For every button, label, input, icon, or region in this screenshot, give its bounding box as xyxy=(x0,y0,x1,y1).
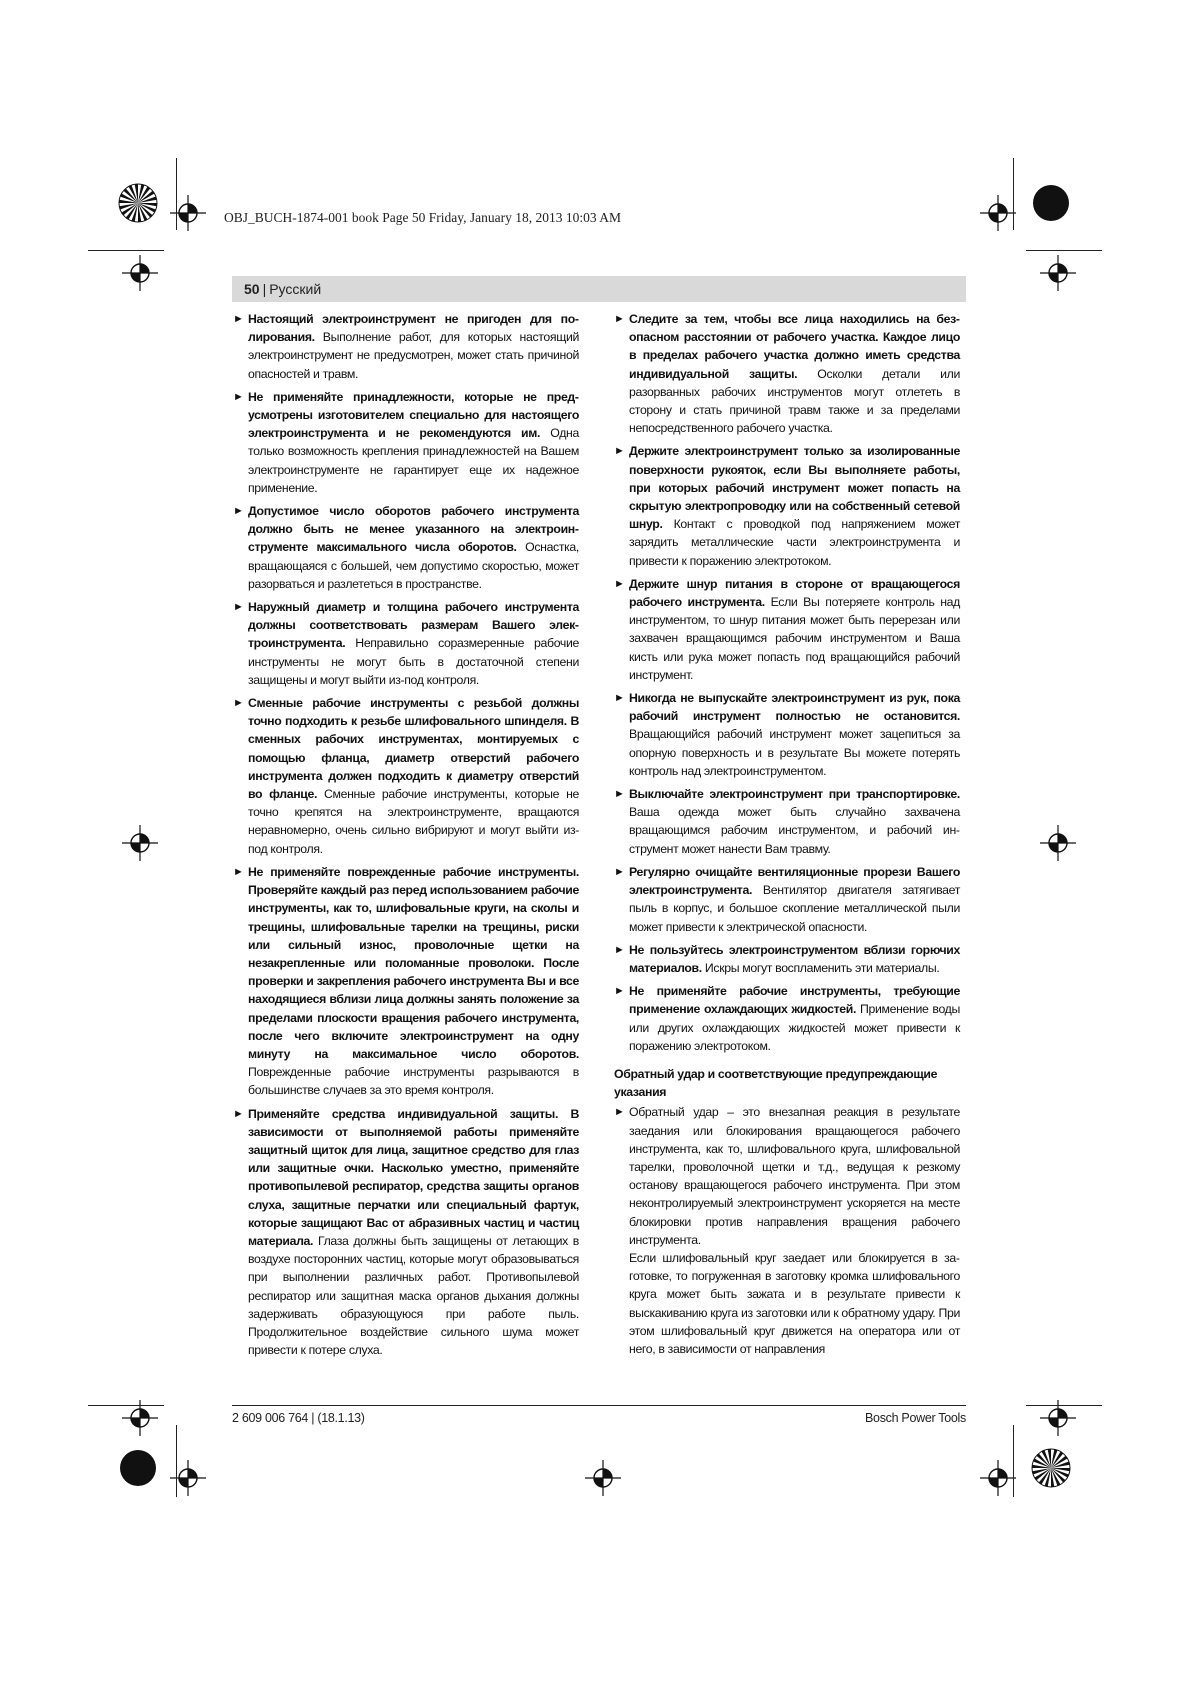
section-heading: Обратный удар и соответствующие предупреждающие указания xyxy=(614,1066,938,1100)
right-column xyxy=(614,310,960,1363)
warning-text: Сменные рабочие инструменты, которые не точно крепятся на электроинструменте, вращаются неравномерно, очень сильно вибрируют и могут выйти из-под контроля. xyxy=(248,787,580,856)
header-separator: | xyxy=(262,281,267,297)
warning-bold: Допустимое число оборотов рабочего инструмента должно быть не менее указанного на электроинструменте максимального числа оборотов. xyxy=(248,504,579,555)
bullet-arrow-icon: ► xyxy=(614,313,625,325)
warning-item xyxy=(614,863,960,936)
warning-item xyxy=(614,785,960,858)
bullet-arrow-icon: ► xyxy=(614,1106,625,1119)
crop-line xyxy=(1026,250,1102,251)
warning-text: Неправильно соразмеренные рабочие инструменты не могут быть в достаточной степени защищены и могут выйти из-под контроля. xyxy=(248,636,579,687)
registration-starburst-bottom-right xyxy=(1031,1448,1071,1488)
warning-bold: Наружный диаметр и толщина рабочего инструмента должны соответствовать размерам Вашего электроинструмента. xyxy=(248,600,579,651)
kickback-continuation xyxy=(614,1249,960,1358)
print-slug-header: OBJ_BUCH-1874-001 book Page 50 Friday, January 18, 2013 10:03 AM xyxy=(224,210,621,225)
warning-text: Глаза должны быть защищены от летающих в воздухе посторонних частиц, которые могут образовываться при выполнении различных работ. Противопылевой респиратор или защитная маска органов дыхания должны задерживать образующуюся при работе пыль. Продолжительное воздействие сильного шума может привести к потере слуха. xyxy=(248,1233,579,1358)
crosshair-mark xyxy=(122,255,158,291)
warning-bold: Не применяйте принадлежности, которые не предусмотрены изготовителем специально для настоящего электроинструмента и не рекомендуются им. xyxy=(248,389,579,441)
bullet-arrow-icon: ► xyxy=(614,692,625,705)
crop-line xyxy=(1013,1425,1014,1497)
bullet-arrow-icon: ► xyxy=(233,865,244,878)
left-column xyxy=(233,310,579,1364)
warning-item xyxy=(233,388,579,497)
footer-brand: Bosch Power Tools xyxy=(865,1411,966,1425)
warning-item xyxy=(614,689,960,780)
warning-text: Если Вы потеряете контроль над инструментом, то шнур питания может быть перерезан или захвачен вращающимся рабочим инструментом и Ваша кисть или рука может попасть под вращающийся рабочий инструмент. xyxy=(629,595,960,682)
warning-item xyxy=(233,694,579,858)
warning-bold: Регулярно очищайте вентиляционные прорези Вашего электроинструмента. xyxy=(629,864,960,898)
warning-item xyxy=(614,941,960,977)
crop-line xyxy=(88,250,164,251)
bullet-arrow-icon: ► xyxy=(614,985,625,998)
bullet-arrow-icon: ► xyxy=(233,390,244,403)
page-number: 50 xyxy=(244,281,260,297)
warning-bold: Применяйте средства индивидуальной защиты. В зависимости от выполняемой работы применяйте защитный щиток для лица, защитное средство для глаз или защитные очки. Насколько уместно, применяйте противопылевой респиратор, средства защиты органов слуха, защитные перчатки или специальный фартук, которые защищают Вас от абразивных частиц и частиц материала. xyxy=(248,1106,579,1248)
crosshair-mark xyxy=(980,195,1016,231)
footer-rule xyxy=(232,1405,966,1406)
kickback-item xyxy=(614,1103,960,1249)
kickback-paragraph-1: Обратный удар – это внезапная реакция в результате заедания или блокирования вращающегося рабочего инструмента, как то, шлифовального круга, шлифовальной тарелки, проволочной щетки и т.д., ведущая к резкому останову вращающегося рабочего инструмента. При этом неконтролируемый электроинструмент ускоряется на месте блокировки против направления вращения рабочего инструмента. xyxy=(629,1105,960,1247)
footer-doc-code: 2 609 006 764 | (18.1.13) xyxy=(232,1411,365,1425)
warning-item xyxy=(614,575,960,684)
registration-solid-dot-bottom-left xyxy=(118,1448,158,1488)
warning-item xyxy=(614,982,960,1055)
warning-text: Одна только возможность крепления принадлежностей на Вашем электроинструменте не гарантирует еще их надежное применение. xyxy=(248,426,579,495)
bullet-arrow-icon: ► xyxy=(233,1107,244,1120)
warning-text: Вращающийся рабочий инструмент может зацепиться за опорную поверхность и в результате Вы можете потерять контроль над электроинструментом. xyxy=(629,727,960,778)
warning-bold: Не применяйте поврежденные рабочие инструменты. Проверяйте каждый раз перед использованием рабочие инструменты, как то, шлифовальные круги, на сколы и трещины, шлифовальные тарелки на трещины, риски или сильный износ, проволочные щетки на незакрепленные или поломанные проволоки. После проверки и закрепления рабочего инструмента Вы и все находящиеся вблизи лица должны занять положение за пределами плоскости вращения рабочего инструмента, после чего включите электроинструмент на одну минуту на максимальное число оборотов. xyxy=(248,864,579,1061)
warning-item xyxy=(233,1105,579,1360)
warning-text: Контакт с проводкой под напряжением может зарядить металлические части электроинструмента и привести к поражению электротоком. xyxy=(629,517,960,568)
bullet-arrow-icon: ► xyxy=(614,943,625,956)
warning-text: Оснастка, вращающаяся с большей, чем допустимо скоростью, может разорваться и разлететься в пространстве. xyxy=(248,540,579,591)
warning-bold: Следите за тем, чтобы все лица находились на безопасном расстоянии от рабочего участка. Каждое лицо в пределах рабочего участка должно иметь средства индивидуальной защиты. xyxy=(629,312,960,381)
crop-line xyxy=(1026,1405,1102,1406)
kickback-paragraph-2: Если шлифовальный круг заедает или блокируется в заготовке, то погруженная в заготовку кромка шлифовального круга может быть зажата и в результате привести к выскакиванию круга из заготовки или к обратному удару. При этом шлифовальный круг движется на оператора или от него, в зависимости от направления xyxy=(629,1250,960,1356)
crop-line xyxy=(176,1425,177,1497)
warning-text: Применение воды или других охлаждающих жидкостей может привести к поражению электротоком. xyxy=(629,1002,960,1053)
crop-line xyxy=(88,1405,164,1406)
warning-item xyxy=(233,502,579,593)
crop-line xyxy=(1013,158,1014,230)
warning-bold: Не пользуйтесь электроинструментом вблизи горючих материалов. xyxy=(629,942,960,975)
warning-item xyxy=(233,310,579,383)
warning-item xyxy=(614,310,960,437)
bullet-arrow-icon: ► xyxy=(233,313,244,325)
warning-bold: Никогда не выпускайте электроинструмент из рук, пока рабочий инструмент полностью не остановится. xyxy=(629,691,960,724)
page-header-bar xyxy=(232,276,966,302)
warning-bold: Держите шнур питания в стороне от вращающегося рабочего инструмента. xyxy=(629,576,960,610)
warning-text: Вентилятор двигателя затягивает пыль в корпус, и большое скопление металлической пыли может привести к электрической опасности. xyxy=(629,883,960,934)
bullet-arrow-icon: ► xyxy=(614,577,625,590)
language-label: Русский xyxy=(269,281,322,297)
bullet-arrow-icon: ► xyxy=(233,505,244,518)
bullet-arrow-icon: ► xyxy=(233,601,244,614)
warning-bold: Держите электроинструмент только за изолированные поверхности рукояток, если Вы выполняете работы, при которых рабочий инструмент может попасть на скрытую электропроводку или на собственный сетевой шнур. xyxy=(629,444,960,532)
registration-starburst-top-left xyxy=(118,183,158,223)
warning-text: Выполнение работ, для которых настоящий электроинструмент не предусмотрен, может стать причиной опасностей и травм. xyxy=(248,330,579,381)
warning-text: Осколки детали или разорванных рабочих инструментов могут отлететь в сторону и стать причиной травм также и за пределами непосредственного рабочего участка. xyxy=(629,366,960,436)
warning-item xyxy=(614,442,960,569)
bullet-arrow-icon: ► xyxy=(614,865,625,878)
crosshair-mark xyxy=(1040,825,1076,861)
warning-text: Ваша одежда может быть случайно захвачена вращающимся рабочим инструментом, и рабочий инструмент может нанести Вам травму. xyxy=(629,805,960,856)
crosshair-mark xyxy=(1040,255,1076,291)
warning-bold: Настоящий электроинструмент не пригоден для полирования. xyxy=(248,312,579,345)
bullet-arrow-icon: ► xyxy=(614,788,625,801)
registration-solid-dot-top-right xyxy=(1031,183,1071,223)
warning-text: Поврежденные рабочие инструменты разрываются в большинстве случаев за это время контроля. xyxy=(248,1065,579,1098)
warning-item xyxy=(233,598,579,689)
warning-item xyxy=(233,863,579,1100)
warning-bold: Сменные рабочие инструменты с резьбой должны точно подходить к резьбе шлифовального шпинделя. В сменных рабочих инструментах, монтируемых с помощью фланца, диаметр отверстий рабочего инструмента должен подходить к диаметру отверстий во фланце. xyxy=(248,696,579,802)
warning-text: Искры могут воспламенить эти материалы. xyxy=(701,960,940,975)
warning-bold: Выключайте электроинструмент при транспортировке. xyxy=(629,787,960,802)
crosshair-mark xyxy=(980,1460,1016,1496)
crosshair-mark xyxy=(585,1460,621,1496)
bullet-arrow-icon: ► xyxy=(233,697,244,710)
bullet-arrow-icon: ► xyxy=(614,445,625,458)
crosshair-mark xyxy=(122,825,158,861)
crop-line xyxy=(176,158,177,230)
warning-bold: Не применяйте рабочие инструменты, требующие применение охлаждающих жидкостей. xyxy=(629,984,960,1017)
